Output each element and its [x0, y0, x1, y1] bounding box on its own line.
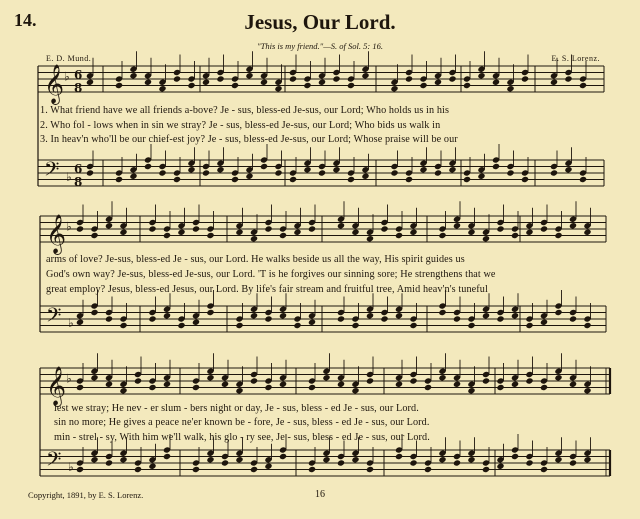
- note-head: [187, 82, 195, 89]
- scripture-epigraph: "This is my friend."—S. of Sol. 5: 16.: [257, 41, 383, 51]
- note-head: [177, 229, 185, 236]
- note-head: [163, 312, 171, 319]
- note-head: [279, 312, 287, 319]
- note-head: [115, 82, 123, 89]
- note-head: [569, 315, 577, 322]
- note-head: [506, 85, 514, 92]
- note-head: [293, 229, 301, 236]
- lyric-line: 2. Who fol - lows when in sin we stray? Je - sus, bless-ed Je-sus, our Lord; Who bids us walk in: [40, 120, 441, 131]
- note-head: [264, 384, 272, 391]
- note-head: [583, 229, 591, 236]
- note-head: [264, 225, 272, 232]
- note-head: [366, 377, 374, 384]
- note-head: [361, 173, 369, 180]
- note-head: [554, 456, 562, 463]
- note-head: [105, 315, 113, 322]
- note-head: [86, 169, 94, 176]
- note-head: [173, 176, 181, 183]
- note-head: [202, 169, 210, 176]
- note-head: [463, 82, 471, 89]
- note-head: [482, 466, 490, 473]
- note-head: [395, 232, 403, 239]
- note-head: [496, 315, 504, 322]
- treble-clef-icon: 𝄞: [46, 214, 67, 254]
- note-head: [492, 79, 500, 86]
- note-head: [395, 381, 403, 388]
- note-head: [322, 456, 330, 463]
- note-head: [438, 374, 446, 381]
- note-head: [148, 463, 156, 470]
- note-head: [163, 232, 171, 239]
- copyright-notice: Copyright, 1891, by E. S. Lorenz.: [28, 490, 144, 500]
- note-head: [264, 315, 272, 322]
- note-head: [467, 387, 475, 394]
- lyric-line: min - strel - sy, With him we'll walk, his glo - ry see, Je - sus, bless - ed Je - sus, our Lord.: [54, 432, 430, 443]
- note-head: [361, 72, 369, 79]
- note-head: [322, 374, 330, 381]
- note-head: [540, 225, 548, 232]
- note-head: [409, 377, 417, 384]
- note-head: [579, 82, 587, 89]
- note-head: [496, 225, 504, 232]
- flat-icon: ♭: [66, 169, 72, 184]
- note-head: [511, 381, 519, 388]
- note-head: [115, 176, 123, 183]
- note-head: [250, 466, 258, 473]
- note-head: [482, 235, 490, 242]
- note-head: [477, 173, 485, 180]
- note-head: [390, 85, 398, 92]
- time-signature-bottom: 8: [74, 81, 83, 95]
- note-head: [221, 381, 229, 388]
- note-head: [308, 466, 316, 473]
- note-head: [390, 169, 398, 176]
- bass-clef-icon: 𝄢: [46, 447, 62, 476]
- note-head: [419, 166, 427, 173]
- note-head: [583, 456, 591, 463]
- note-head: [129, 72, 137, 79]
- note-head: [274, 169, 282, 176]
- note-head: [318, 79, 326, 86]
- flat-icon: ♭: [66, 219, 72, 234]
- note-head: [554, 374, 562, 381]
- note-head: [482, 377, 490, 384]
- note-head: [482, 312, 490, 319]
- note-head: [569, 459, 577, 466]
- lyric-line: 1. What friend have we all friends a-bove? Je - sus, bless-ed Je-sus, our Lord; Who holds us in his: [40, 105, 450, 116]
- note-head: [206, 456, 214, 463]
- note-head: [206, 232, 214, 239]
- note-head: [380, 225, 388, 232]
- note-head: [119, 229, 127, 236]
- note-head: [76, 384, 84, 391]
- note-head: [264, 463, 272, 470]
- note-head: [235, 229, 243, 236]
- note-head: [380, 315, 388, 322]
- note-head: [318, 169, 326, 176]
- note-head: [163, 453, 171, 460]
- note-head: [119, 322, 127, 329]
- note-head: [260, 79, 268, 86]
- note-head: [144, 79, 152, 86]
- note-head: [148, 384, 156, 391]
- note-head: [569, 381, 577, 388]
- note-head: [409, 322, 417, 329]
- note-head: [158, 169, 166, 176]
- flat-icon: ♭: [66, 371, 72, 386]
- note-head: [337, 222, 345, 229]
- note-head: [308, 319, 316, 326]
- note-head: [511, 312, 519, 319]
- note-head: [463, 176, 471, 183]
- hymn-number: 14.: [14, 10, 37, 30]
- flat-icon: ♭: [68, 459, 74, 474]
- note-head: [90, 232, 98, 239]
- note-head: [303, 166, 311, 173]
- treble-clef-icon: 𝄞: [44, 64, 65, 104]
- note-head: [163, 381, 171, 388]
- note-head: [477, 72, 485, 79]
- note-head: [583, 387, 591, 394]
- note-head: [434, 169, 442, 176]
- hymn-title: Jesus, Our Lord.: [244, 10, 396, 34]
- note-head: [144, 163, 152, 170]
- note-head: [453, 381, 461, 388]
- note-head: [119, 387, 127, 394]
- lyric-line: arms of love? Je-sus, bless-ed Je - sus, our Lord. He walks beside us all the way, His spirit guides us: [46, 254, 465, 265]
- note-head: [202, 79, 210, 86]
- note-head: [453, 315, 461, 322]
- note-head: [453, 222, 461, 229]
- note-head: [366, 235, 374, 242]
- note-head: [293, 322, 301, 329]
- note-head: [216, 166, 224, 173]
- note-head: [279, 232, 287, 239]
- note-head: [405, 75, 413, 82]
- note-head: [583, 322, 591, 329]
- note-head: [86, 79, 94, 86]
- note-head: [308, 384, 316, 391]
- note-head: [90, 374, 98, 381]
- note-head: [347, 176, 355, 183]
- note-head: [550, 169, 558, 176]
- note-head: [206, 374, 214, 381]
- note-head: [279, 381, 287, 388]
- note-head: [90, 456, 98, 463]
- time-signature-top: 6: [74, 68, 83, 82]
- note-head: [90, 309, 98, 316]
- note-head: [119, 456, 127, 463]
- note-head: [525, 229, 533, 236]
- note-head: [540, 319, 548, 326]
- note-head: [260, 163, 268, 170]
- note-head: [424, 384, 432, 391]
- treble-clef-icon: 𝄞: [46, 366, 67, 406]
- note-head: [506, 169, 514, 176]
- note-head: [206, 309, 214, 316]
- note-head: [245, 72, 253, 79]
- note-head: [187, 166, 195, 173]
- note-head: [216, 75, 224, 82]
- note-head: [525, 459, 533, 466]
- note-head: [554, 309, 562, 316]
- note-head: [409, 459, 417, 466]
- note-head: [337, 381, 345, 388]
- note-head: [192, 466, 200, 473]
- note-head: [235, 322, 243, 329]
- note-head: [540, 466, 548, 473]
- note-head: [173, 75, 181, 82]
- note-head: [192, 319, 200, 326]
- note-head: [564, 75, 572, 82]
- note-head: [279, 453, 287, 460]
- note-head: [438, 232, 446, 239]
- note-head: [579, 176, 587, 183]
- note-head: [419, 82, 427, 89]
- note-head: [129, 173, 137, 180]
- bass-clef-icon: 𝄢: [46, 303, 62, 332]
- note-head: [231, 82, 239, 89]
- note-head: [158, 85, 166, 92]
- note-head: [105, 381, 113, 388]
- note-head: [148, 225, 156, 232]
- note-head: [467, 322, 475, 329]
- note-head: [245, 173, 253, 180]
- note-head: [105, 222, 113, 229]
- lyric-line: sin no more; He gives a peace ne'er known be - fore, Je - sus, bless - ed Je - sus, our Lord.: [54, 417, 430, 428]
- note-head: [76, 466, 84, 473]
- note-head: [177, 322, 185, 329]
- note-head: [221, 459, 229, 466]
- note-head: [192, 384, 200, 391]
- note-head: [192, 225, 200, 232]
- note-head: [405, 176, 413, 183]
- note-head: [453, 459, 461, 466]
- note-head: [250, 377, 258, 384]
- note-head: [366, 466, 374, 473]
- note-head: [235, 456, 243, 463]
- note-head: [235, 387, 243, 394]
- lyric-line: God's own way? Je-sus, bless-ed Je-sus, our Lord. 'T is he forgives our sinning sore; He strengthens that we: [46, 269, 496, 280]
- note-head: [564, 166, 572, 173]
- time-signature-bottom: 8: [74, 175, 83, 189]
- note-head: [521, 176, 529, 183]
- note-head: [496, 384, 504, 391]
- note-head: [438, 456, 446, 463]
- note-head: [347, 82, 355, 89]
- note-head: [289, 176, 297, 183]
- note-head: [395, 453, 403, 460]
- composer-credit: E. D. Mund.: [46, 54, 92, 63]
- note-head: [289, 75, 297, 82]
- note-head: [134, 466, 142, 473]
- note-head: [76, 225, 84, 232]
- note-head: [569, 222, 577, 229]
- note-head: [448, 166, 456, 173]
- note-head: [511, 232, 519, 239]
- note-head: [332, 75, 340, 82]
- note-head: [409, 229, 417, 236]
- note-head: [424, 466, 432, 473]
- note-head: [525, 377, 533, 384]
- note-head: [525, 322, 533, 329]
- note-head: [492, 163, 500, 170]
- note-head: [395, 312, 403, 319]
- note-head: [467, 229, 475, 236]
- note-head: [554, 232, 562, 239]
- note-head: [550, 79, 558, 86]
- lyric-line: great employ? Jesus, bless-ed Jesus, our Lord. By life's fair stream and fruitful tree, Amid heav'n's tuneful: [46, 284, 488, 295]
- note-head: [496, 463, 504, 470]
- lyric-line: 3. In heav'n who'll be our chief-est joy? Je - sus, bless-ed Je-sus, our Lord; Whose praise will be our: [40, 134, 458, 145]
- note-head: [303, 82, 311, 89]
- note-head: [250, 235, 258, 242]
- note-head: [337, 315, 345, 322]
- note-head: [76, 319, 84, 326]
- note-head: [308, 225, 316, 232]
- note-head: [366, 312, 374, 319]
- flat-icon: ♭: [68, 315, 74, 330]
- note-head: [521, 75, 529, 82]
- note-head: [434, 79, 442, 86]
- note-head: [351, 322, 359, 329]
- note-head: [148, 315, 156, 322]
- note-head: [250, 312, 258, 319]
- time-signature-top: 6: [74, 162, 83, 176]
- flat-icon: ♭: [64, 69, 70, 84]
- note-head: [134, 377, 142, 384]
- note-head: [274, 85, 282, 92]
- note-head: [231, 176, 239, 183]
- note-head: [467, 456, 475, 463]
- bass-clef-icon: 𝄢: [44, 157, 60, 186]
- note-head: [540, 384, 548, 391]
- note-head: [337, 459, 345, 466]
- note-head: [351, 229, 359, 236]
- note-head: [332, 166, 340, 173]
- page-number: 16: [315, 489, 325, 500]
- author-credit: E. S. Lorenz.: [551, 54, 600, 63]
- note-head: [511, 453, 519, 460]
- note-head: [351, 387, 359, 394]
- note-head: [438, 309, 446, 316]
- note-head: [448, 75, 456, 82]
- note-head: [351, 456, 359, 463]
- note-head: [105, 459, 113, 466]
- lyric-line: lest we stray; He nev - er slum - bers night or day, Je - sus, bless - ed Je - sus, our Lord.: [54, 403, 419, 414]
